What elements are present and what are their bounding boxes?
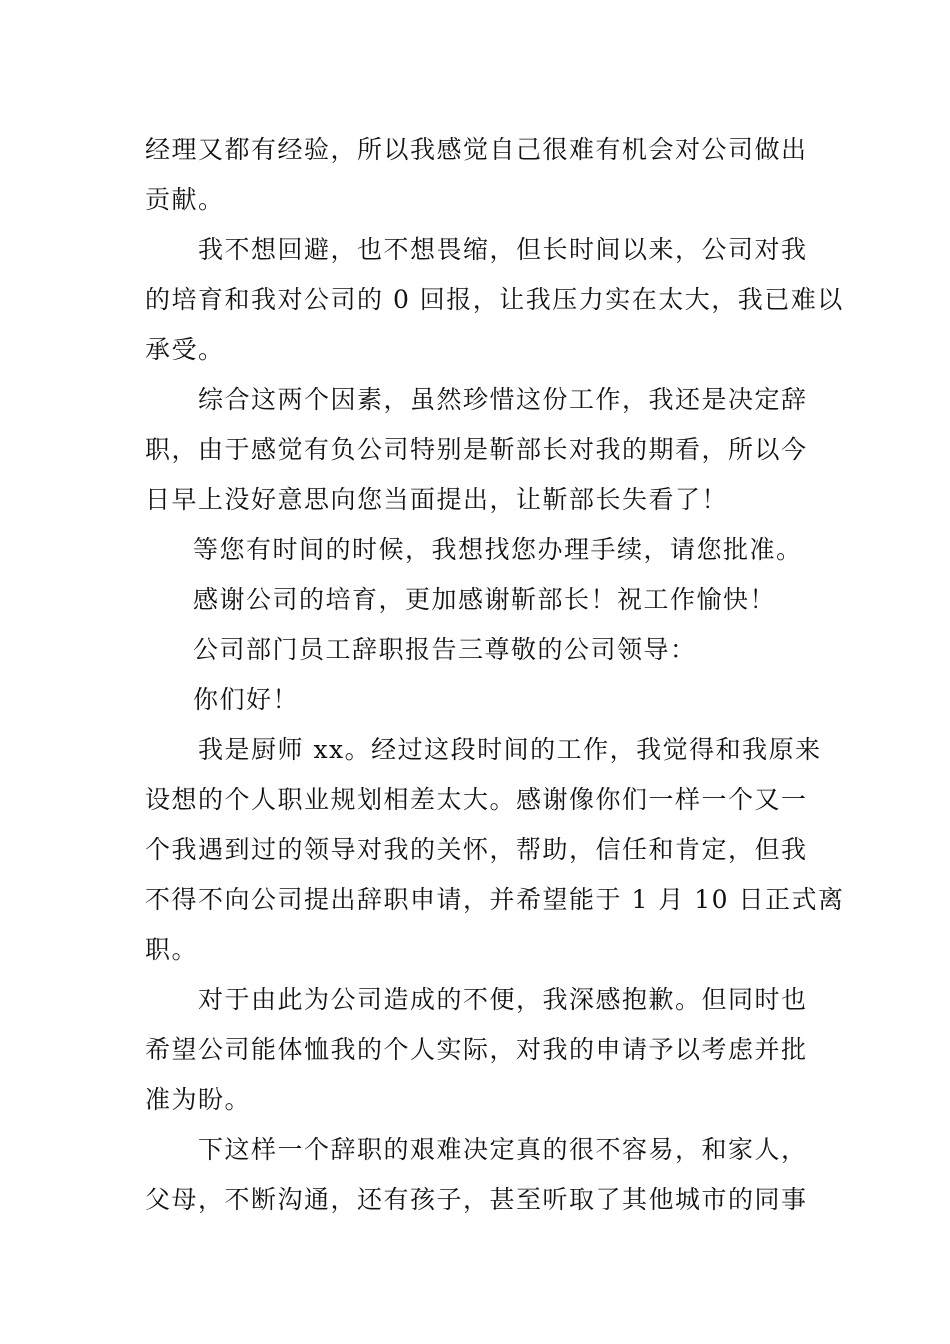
text-line: 的培育和我对公司的 0 回报，让我压力实在太大，我已难以 xyxy=(145,285,844,314)
paragraph-start: 等您有时间的时候，我想找您办理手续，请您批准。 xyxy=(193,535,803,564)
paragraph-start: 我不想回避，也不想畏缩，但长时间以来，公司对我 xyxy=(198,235,808,264)
text-line: 希望公司能体恤我的个人实际，对我的申请予以考虑并批 xyxy=(145,1035,808,1064)
report-heading-line: 公司部门员工辞职报告三尊敬的公司领导： xyxy=(193,635,697,664)
paragraph-start: 下这样一个辞职的艰难决定真的很不容易，和家人， xyxy=(198,1135,808,1164)
text-line: 不得不向公司提出辞职申请，并希望能于 1 月 10 日正式离 xyxy=(145,885,845,914)
paragraph-start: 综合这两个因素，虽然珍惜这份工作，我还是决定辞 xyxy=(198,385,808,414)
text-line: 职，由于感觉有负公司特别是靳部长对我的期看，所以今 xyxy=(145,435,808,464)
text-line: 父母，不断沟通，还有孩子，甚至听取了其他城市的同事 xyxy=(145,1185,808,1214)
text-line: 职。 xyxy=(145,935,199,964)
text-line: 设想的个人职业规划相差太大。感谢像你们一样一个又一 xyxy=(145,785,808,814)
paragraph-start: 我是厨师 xx。经过这段时间的工作，我觉得和我原来 xyxy=(198,735,822,764)
text-line: 贡献。 xyxy=(145,185,225,214)
greeting-line: 你们好！ xyxy=(193,685,300,714)
text-line: 准为盼。 xyxy=(145,1085,252,1114)
paragraph-start: 对于由此为公司造成的不便，我深感抱歉。但同时也 xyxy=(198,985,808,1014)
paragraph-start: 感谢公司的培育，更加感谢靳部长！祝工作愉快！ xyxy=(193,585,777,614)
text-line: 个我遇到过的领导对我的关怀，帮助，信任和肯定，但我 xyxy=(145,835,808,864)
text-line: 经理又都有经验，所以我感觉自己很难有机会对公司做出 xyxy=(145,135,808,164)
text-line: 承受。 xyxy=(145,335,225,364)
text-line: 日早上没好意思向您当面提出，让靳部长失看了！ xyxy=(145,485,729,514)
